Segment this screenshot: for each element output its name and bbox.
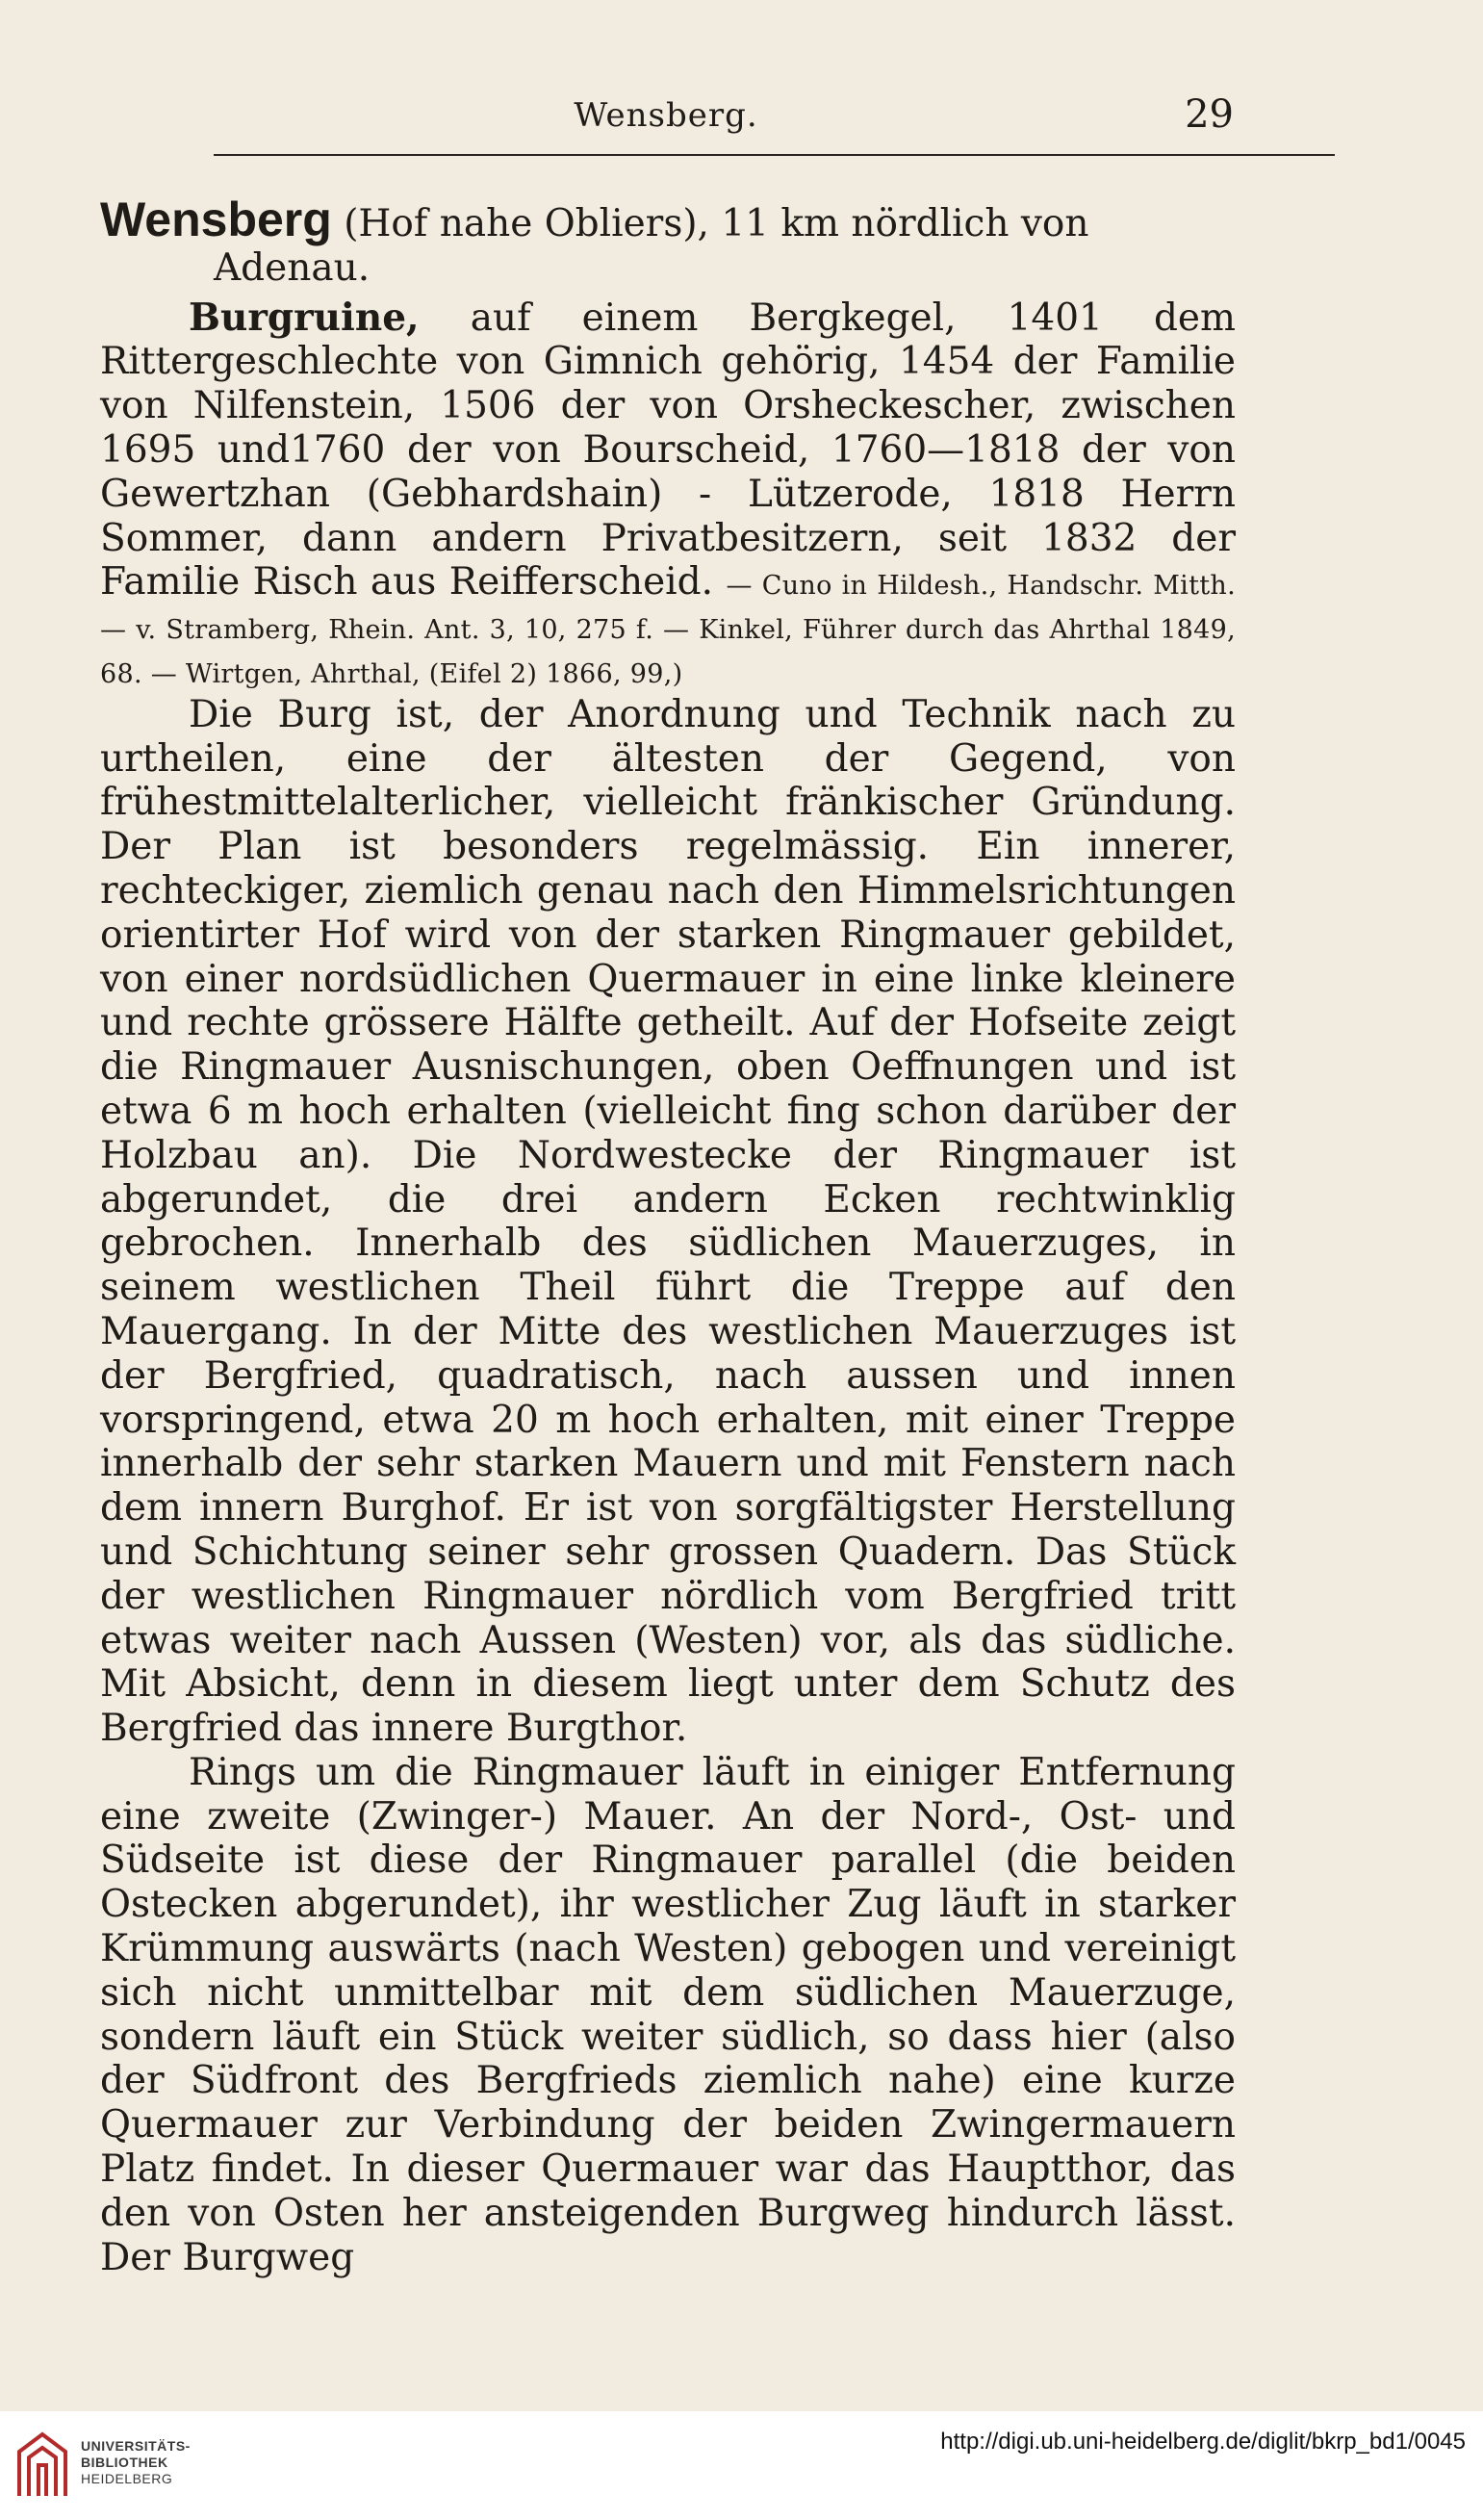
- entry-title: Wensberg: [100, 193, 332, 246]
- entry-subtitle: (Hof nahe Obliers), 11 km nördlich von: [344, 202, 1089, 245]
- burgruine-text: auf einem Bergkegel, 1401 dem Rittergeschlechte von Gimnich gehörig, 1454 der Familie von Nilfenstein, 1506 der von Orsheckescher, zwischen 1695 und1760 der von Bourscheid, 1760—1818 der von Gewertzhan (Gebhardshain) - Lützerode, 1818 Herrn Sommer, dann andern Privatbesitzern, seit 1832 der Familie Risch aus Reifferscheid.: [100, 296, 1236, 604]
- header-rule: [214, 154, 1335, 156]
- library-name: [81, 2438, 191, 2487]
- library-name-line2: BIBLIOTHEK: [81, 2455, 168, 2470]
- burgruine-paragraph: [100, 296, 1236, 693]
- paragraph-description: Die Burg ist, der Anordnung und Technik nach zu urtheilen, eine der ältesten der Gegend, von frühestmittelalterlicher, vielleicht fränkischer Gründung. Der Plan ist besonders regelmässig. Ein innerer, rechteckiger, ziemlich genau nach den Himmelsrichtungen orientirter Hof wird von der starken Ringmauer gebildet, von einer nordsüdlichen Quermauer in eine linke kleinere und rechte grössere Hälfte getheilt. Auf der Hofseite zeigt die Ringmauer Ausnischungen, oben Oeffnungen und ist etwa 6 m hoch erhalten (vielleicht fing schon darüber der Holzbau an). Die Nordwestecke der Ringmauer ist abgerundet, die drei andern Ecken rechtwinklig gebrochen. Innerhalb des südlichen Mauerzuges, in seinem westlichen Theil führt die Treppe auf den Mauergang. In der Mitte des westlichen Mauerzuges ist der Bergfried, quadratisch, nach aussen und innen vorspringend, etwa 20 m hoch erhalten, mit einer Treppe innerhalb der sehr starken Mauern und mit Fenstern nach dem innern Burghof. Er ist von sorgfältigster Herstellung und Schichtung seiner sehr grossen Quadern. Das Stück der westlichen Ringmauer nördlich vom Bergfried tritt etwas weiter nach Aussen (Westen) vor, als das südliche. Mit Absicht, denn in diesem liegt unter dem Schutz des Bergfried das innere Burgthor.: [100, 692, 1236, 1751]
- library-name-line3: HEIDELBERG: [81, 2471, 173, 2486]
- page-number: 29: [1185, 92, 1234, 137]
- paragraph-zwinger: Rings um die Ringmauer läuft in einiger Entfernung eine zweite (Zwinger-) Mauer. An der Nord-, Ost- und Südseite ist diese der Ringmauer parallel (die beiden Ostecken abgerundet), ihr westlicher Zug läuft in starker Krümmung auswärts (nach Westen) gebogen und vereinigt sich nicht unmittelbar mit dem südlichen Mauerzuge, sondern läuft ein Stück weiter südlich, so dass hier (also der Südfront des Bergfrieds ziemlich nahe) eine kurze Quermauer zur Verbindung der beiden Zwingermauern Platz findet. In dieser Quermauer war das Hauptthor, das den von Osten her ansteigenden Burgweg hindurch lässt. Der Burgweg: [100, 1750, 1236, 2279]
- running-title: Wensberg.: [574, 96, 758, 135]
- library-logo-icon: [13, 2429, 71, 2504]
- library-logo[interactable]: [13, 2429, 206, 2506]
- main-text: [100, 193, 1236, 2279]
- running-head: [98, 90, 1234, 148]
- footer-bar: [0, 2411, 1483, 2520]
- burgruine-label: Burgruine,: [189, 295, 420, 340]
- library-name-line1: UNIVERSITÄTS-: [81, 2438, 191, 2454]
- entry-location: Adenau.: [214, 245, 371, 290]
- entry-heading: [100, 193, 1236, 246]
- source-url[interactable]: http://digi.ub.uni-heidelberg.de/diglit/bkrp_bd1/0045: [940, 2429, 1466, 2455]
- bibliographic-references: — Cuno in Hildesh., Handschr. Mitth. — v. Stramberg, Rhein. Ant. 3, 10, 275 f. — Kinkel, Führer durch das Ahrthal 1849, 68. — Wirtgen, Ahrthal, (Eifel 2) 1866, 99,): [100, 571, 1236, 689]
